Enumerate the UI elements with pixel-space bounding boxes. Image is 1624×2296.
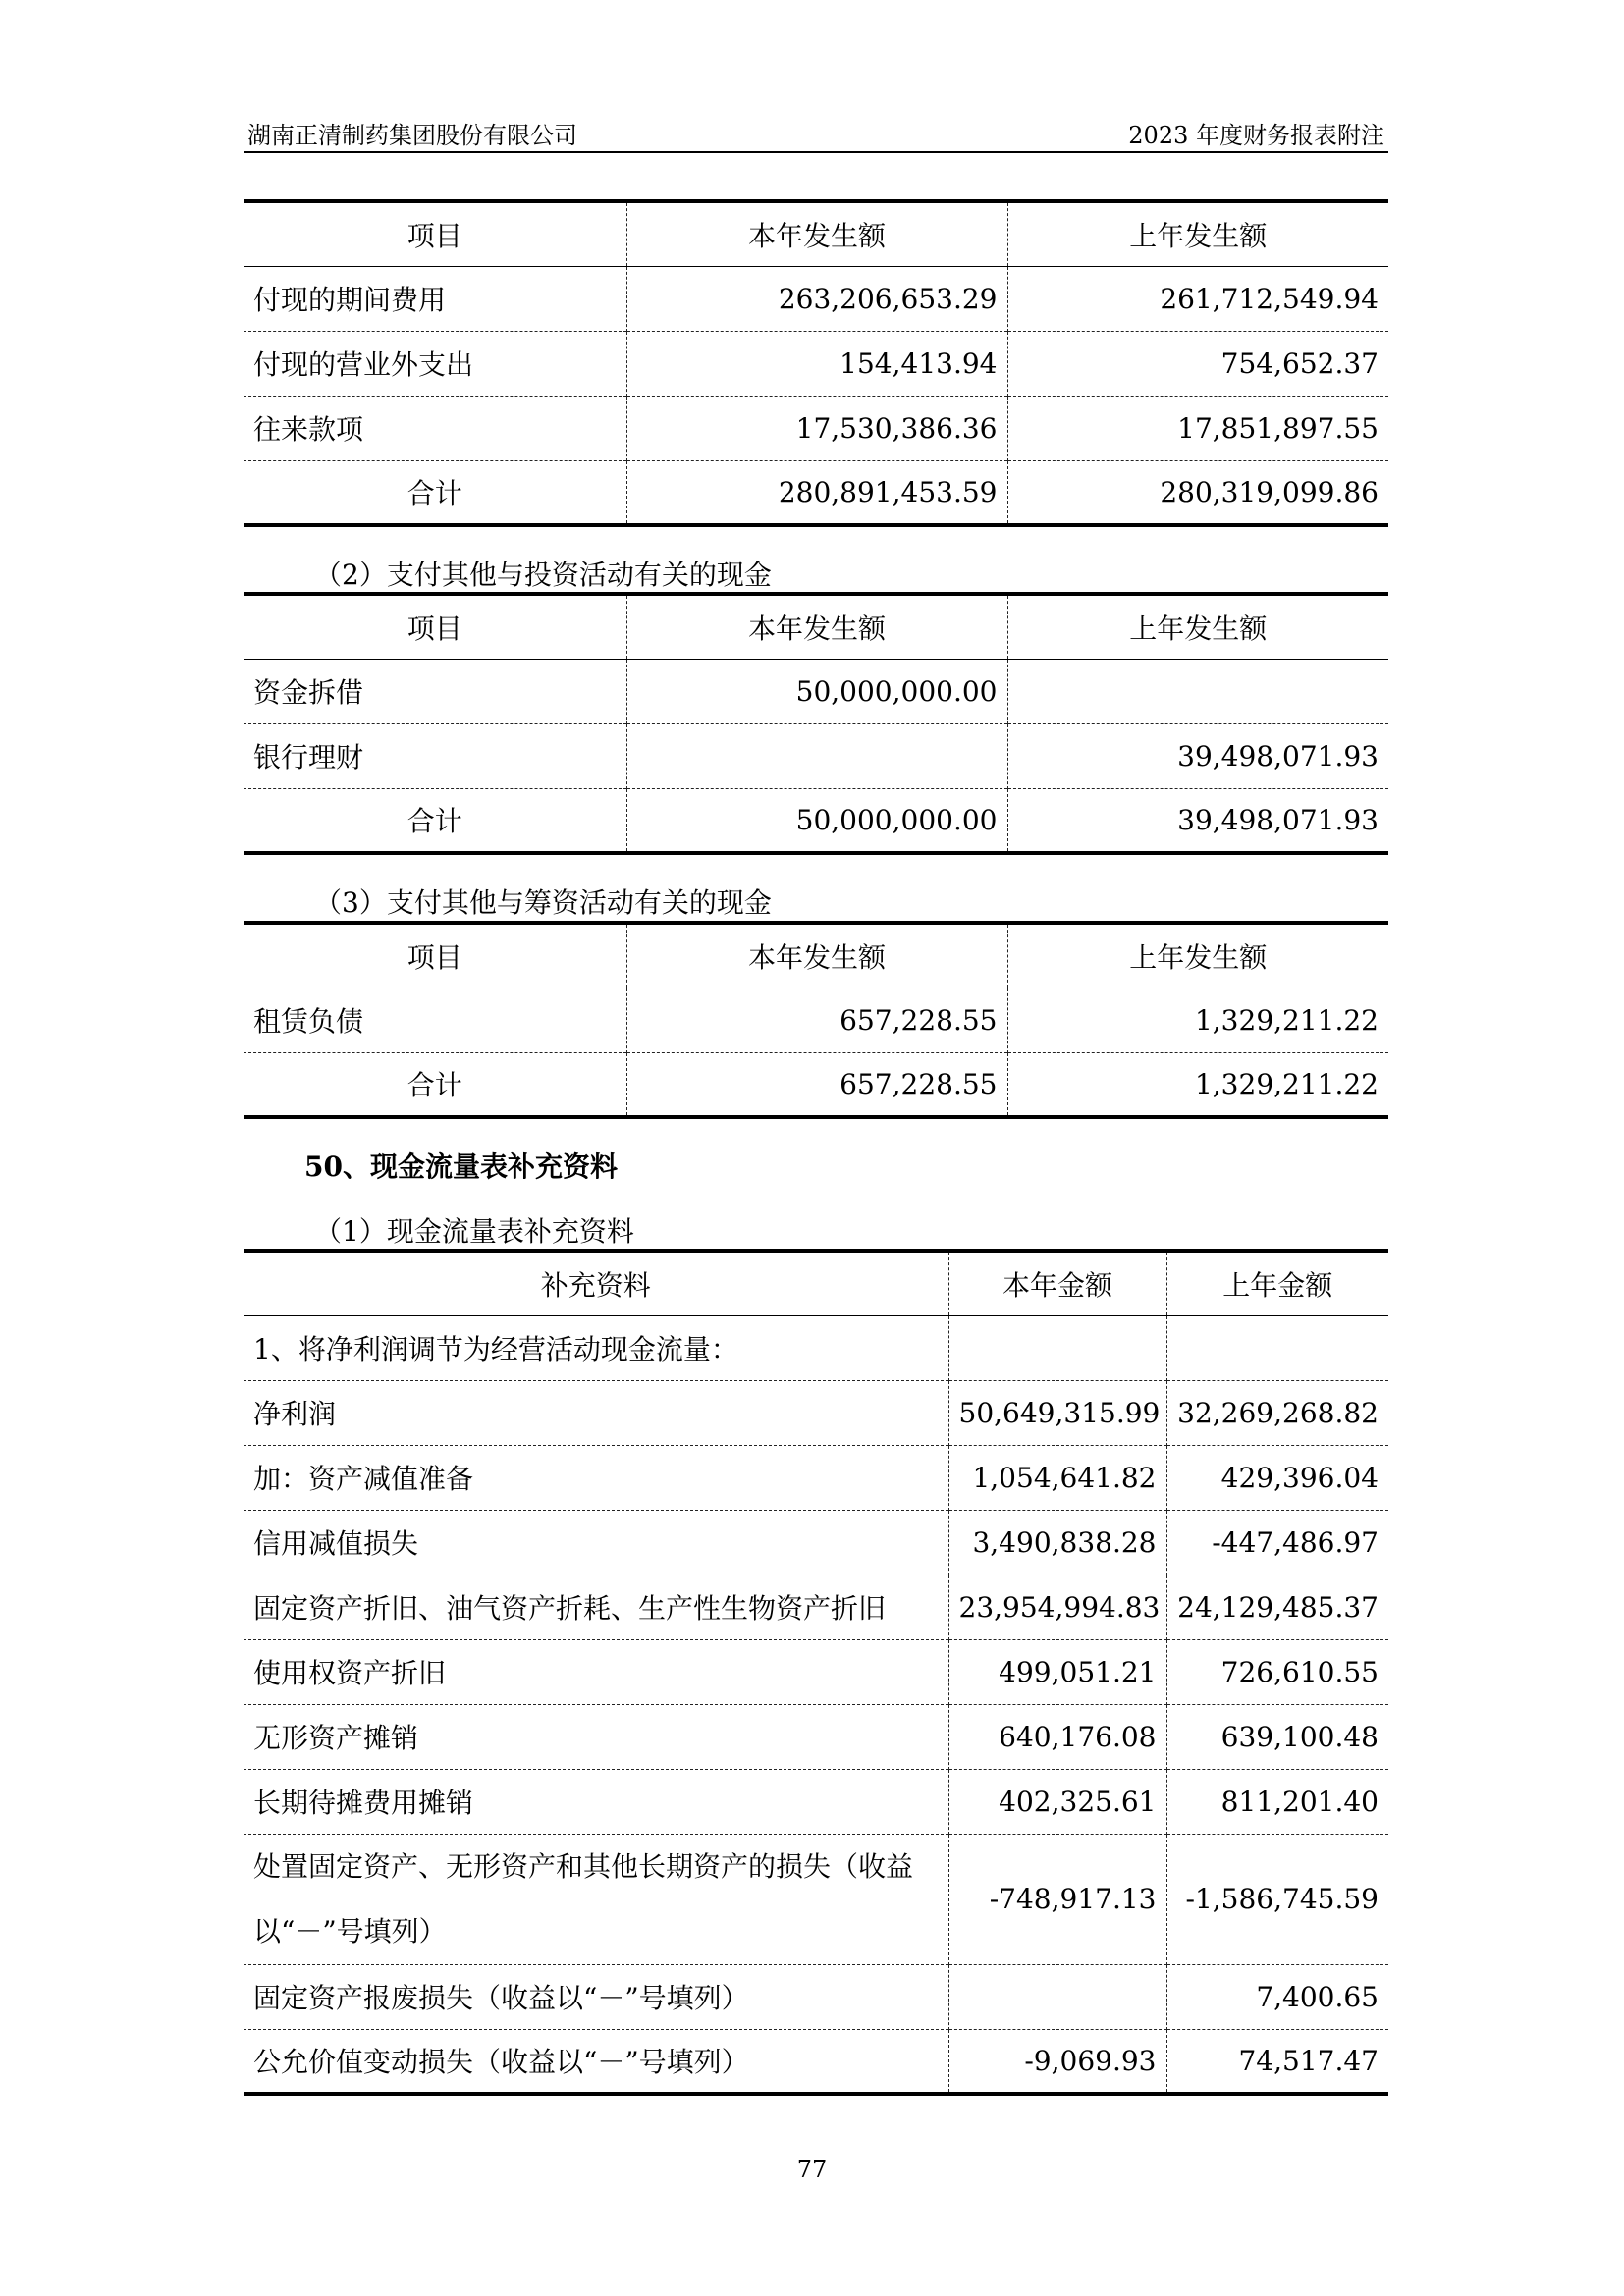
row-label: 处置固定资产、无形资产和其他长期资产的损失（收益以“－”号填列）: [244, 1834, 948, 1964]
row-label: 使用权资产折旧: [244, 1639, 948, 1704]
section-2-title: （2）支付其他与投资活动有关的现金: [314, 559, 772, 591]
total-row: [244, 460, 1388, 525]
table-row: [244, 266, 1388, 331]
col-header-item: 项目: [244, 594, 626, 659]
row-label: 租赁负债: [244, 988, 626, 1052]
row-label: 往来款项: [244, 396, 626, 460]
table-row: [244, 1315, 1388, 1380]
table-row: [244, 1445, 1388, 1510]
current-value: [948, 1964, 1166, 2029]
row-label: 1、将净利润调节为经营活动现金流量：: [244, 1315, 948, 1380]
company-name: 湖南正清制药集团股份有限公司: [247, 122, 577, 149]
section-50-subheading: （1）现金流量表补充资料: [314, 1215, 634, 1248]
row-label: 银行理财: [244, 723, 626, 788]
col-header-item: 项目: [244, 923, 626, 988]
table-header-row: [244, 923, 1388, 988]
prior-value: [1166, 1315, 1388, 1380]
prior-value: -447,486.97: [1166, 1510, 1388, 1575]
other-investing-cash-paid-table: [244, 592, 1388, 855]
current-value: [948, 1315, 1166, 1380]
current-value: 263,206,653.29: [626, 266, 1007, 331]
row-label: 净利润: [244, 1380, 948, 1445]
table-row: [244, 723, 1388, 788]
other-operating-cash-paid-table: [244, 199, 1388, 527]
col-header-item: 补充资料: [244, 1251, 948, 1315]
prior-value: [1007, 659, 1388, 723]
prior-value: 1,329,211.22: [1007, 988, 1388, 1052]
current-value: 1,054,641.82: [948, 1445, 1166, 1510]
prior-value: 39,498,071.93: [1007, 723, 1388, 788]
prior-value: 32,269,268.82: [1166, 1380, 1388, 1445]
table-row: [244, 1510, 1388, 1575]
page-number: 77: [796, 2156, 828, 2183]
prior-value: 17,851,897.55: [1007, 396, 1388, 460]
table-header-row: [244, 201, 1388, 266]
table-row: [244, 1575, 1388, 1639]
col-header-current: 本年金额: [948, 1251, 1166, 1315]
prior-value: 754,652.37: [1007, 331, 1388, 396]
row-label: 付现的营业外支出: [244, 331, 626, 396]
prior-value: 24,129,485.37: [1166, 1575, 1388, 1639]
prior-value: 74,517.47: [1166, 2029, 1388, 2094]
col-header-item: 项目: [244, 201, 626, 266]
col-header-current: 本年发生额: [626, 201, 1007, 266]
col-header-prior: 上年发生额: [1007, 923, 1388, 988]
total-prior: 280,319,099.86: [1007, 460, 1388, 525]
prior-value: 429,396.04: [1166, 1445, 1388, 1510]
prior-value: 811,201.40: [1166, 1769, 1388, 1834]
row-label: 固定资产折旧、油气资产折耗、生产性生物资产折旧: [244, 1575, 948, 1639]
other-financing-cash-paid-table: [244, 921, 1388, 1119]
total-label: 合计: [244, 1052, 626, 1117]
total-row: [244, 788, 1388, 853]
current-value: -9,069.93: [948, 2029, 1166, 2094]
total-current: 657,228.55: [626, 1052, 1007, 1117]
table-header-row: [244, 594, 1388, 659]
current-value: 17,530,386.36: [626, 396, 1007, 460]
table-row: [244, 988, 1388, 1052]
table-row: [244, 659, 1388, 723]
current-value: 640,176.08: [948, 1704, 1166, 1769]
table-row: [244, 1769, 1388, 1834]
row-label: 付现的期间费用: [244, 266, 626, 331]
prior-value: 639,100.48: [1166, 1704, 1388, 1769]
row-label: 公允价值变动损失（收益以“－”号填列）: [244, 2029, 948, 2094]
table-row: [244, 2029, 1388, 2094]
section-3-title: （3）支付其他与筹资活动有关的现金: [314, 886, 772, 919]
current-value: 402,325.61: [948, 1769, 1166, 1834]
table-row: [244, 1380, 1388, 1445]
table-header-row: [244, 1251, 1388, 1315]
current-value: 154,413.94: [626, 331, 1007, 396]
current-value: 23,954,994.83: [948, 1575, 1166, 1639]
row-label: 固定资产报废损失（收益以“－”号填列）: [244, 1964, 948, 2029]
table-row: [244, 1964, 1388, 2029]
prior-value: 261,712,549.94: [1007, 266, 1388, 331]
col-header-prior: 上年金额: [1166, 1251, 1388, 1315]
current-value: 3,490,838.28: [948, 1510, 1166, 1575]
prior-value: 726,610.55: [1166, 1639, 1388, 1704]
total-current: 50,000,000.00: [626, 788, 1007, 853]
total-row: [244, 1052, 1388, 1117]
total-label: 合计: [244, 788, 626, 853]
page-header: [244, 114, 1388, 153]
row-label: 信用减值损失: [244, 1510, 948, 1575]
row-label: 资金拆借: [244, 659, 626, 723]
current-value: 50,000,000.00: [626, 659, 1007, 723]
current-value: 50,649,315.99: [948, 1380, 1166, 1445]
section-50-heading: 50、现金流量表补充资料: [304, 1150, 618, 1183]
row-label: 无形资产摊销: [244, 1704, 948, 1769]
current-value: 499,051.21: [948, 1639, 1166, 1704]
prior-value: 7,400.65: [1166, 1964, 1388, 2029]
prior-value: -1,586,745.59: [1166, 1834, 1388, 1964]
col-header-prior: 上年发生额: [1007, 201, 1388, 266]
col-header-current: 本年发生额: [626, 594, 1007, 659]
row-label: 加：资产减值准备: [244, 1445, 948, 1510]
current-value: 657,228.55: [626, 988, 1007, 1052]
col-header-current: 本年发生额: [626, 923, 1007, 988]
total-prior: 1,329,211.22: [1007, 1052, 1388, 1117]
table-row: [244, 1639, 1388, 1704]
col-header-prior: 上年发生额: [1007, 594, 1388, 659]
total-label: 合计: [244, 460, 626, 525]
total-current: 280,891,453.59: [626, 460, 1007, 525]
table-row: [244, 1834, 1388, 1964]
row-label: 长期待摊费用摊销: [244, 1769, 948, 1834]
total-prior: 39,498,071.93: [1007, 788, 1388, 853]
current-value: [626, 723, 1007, 788]
current-value: -748,917.13: [948, 1834, 1166, 1964]
table-row: [244, 396, 1388, 460]
cash-flow-supplement-table: [244, 1249, 1388, 2096]
table-row: [244, 331, 1388, 396]
report-title: 2023 年度财务报表附注: [1128, 122, 1384, 149]
table-row: [244, 1704, 1388, 1769]
